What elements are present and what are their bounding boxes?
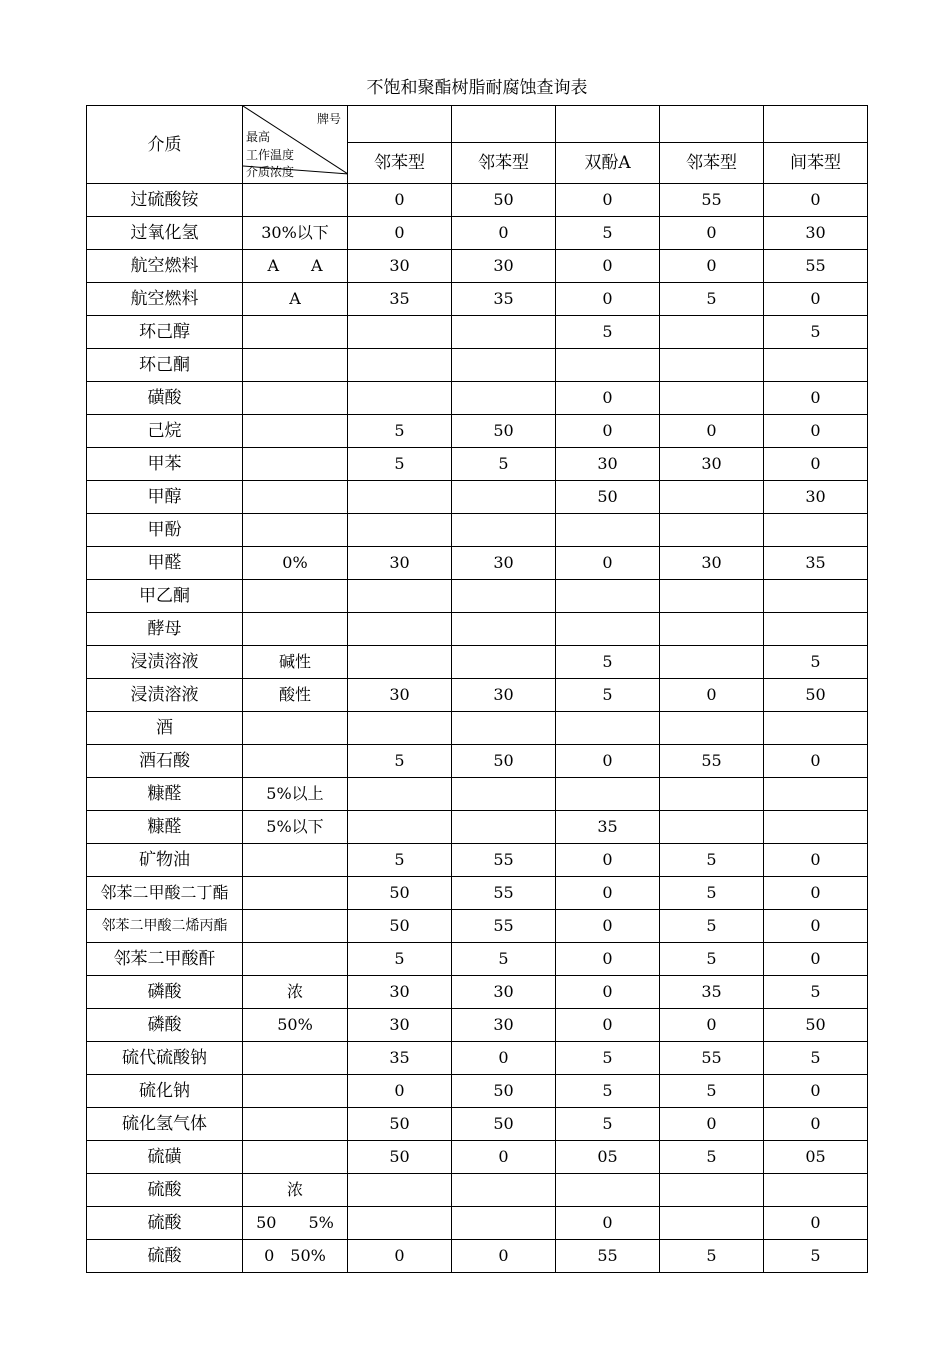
page-title: 不饱和聚酯树脂耐腐蚀查询表 (366, 78, 588, 98)
table-row (87, 877, 868, 910)
temperature-cell: 5 (660, 877, 764, 910)
temperature-cell (764, 580, 868, 613)
temperature-cell: 0 (556, 415, 660, 448)
temperature-cell (764, 514, 868, 547)
medium-cell: 航空燃料 (87, 250, 243, 283)
temperature-cell: 50 (348, 1108, 452, 1141)
temperature-cell: 0 (764, 1207, 868, 1240)
temperature-cell: 30 (348, 547, 452, 580)
table-body (87, 184, 868, 1273)
temperature-cell (764, 712, 868, 745)
medium-cell: 磷酸 (87, 1009, 243, 1042)
temperature-cell (660, 646, 764, 679)
table-row (87, 679, 868, 712)
temperature-cell (764, 349, 868, 382)
medium-cell: 浸渍溶液 (87, 646, 243, 679)
temperature-cell: 05 (556, 1141, 660, 1174)
medium-cell: 邻苯二甲酸二烯丙酯 (87, 910, 243, 943)
temperature-cell (660, 1174, 764, 1207)
temperature-cell: 5 (556, 1108, 660, 1141)
temperature-cell: 35 (764, 547, 868, 580)
medium-cell: 硫酸 (87, 1240, 243, 1273)
temperature-cell: 0 (556, 877, 660, 910)
table-row (87, 514, 868, 547)
temperature-cell: 0 (348, 1075, 452, 1108)
resin-type-4: 邻苯型 (660, 143, 764, 184)
grade-cell-1 (348, 106, 452, 143)
medium-header: 介质 (87, 106, 243, 184)
concentration-cell (243, 448, 348, 481)
temperature-cell: 0 (556, 910, 660, 943)
concentration-cell (243, 1141, 348, 1174)
temperature-cell: 0 (348, 217, 452, 250)
temperature-cell: 35 (556, 811, 660, 844)
temperature-cell: 5 (660, 283, 764, 316)
concentration-cell (243, 1075, 348, 1108)
medium-cell: 甲酚 (87, 514, 243, 547)
temperature-cell: 5 (764, 976, 868, 1009)
temperature-cell (348, 580, 452, 613)
temperature-cell (556, 712, 660, 745)
temperature-cell (348, 514, 452, 547)
concentration-label: 介质浓度 (246, 165, 295, 179)
medium-cell: 酒 (87, 712, 243, 745)
temperature-cell: 0 (660, 250, 764, 283)
temperature-cell (660, 349, 764, 382)
medium-cell: 环己酮 (87, 349, 243, 382)
temperature-cell: 55 (452, 844, 556, 877)
temperature-cell: 50 (348, 1141, 452, 1174)
temperature-cell: 5 (556, 1075, 660, 1108)
temperature-cell (452, 481, 556, 514)
concentration-cell: 碱性 (243, 646, 348, 679)
temperature-cell (660, 613, 764, 646)
temperature-cell (660, 514, 764, 547)
medium-cell: 磺酸 (87, 382, 243, 415)
concentration-cell (243, 943, 348, 976)
table-row (87, 448, 868, 481)
temperature-cell: 30 (452, 1009, 556, 1042)
temperature-cell: 5 (764, 646, 868, 679)
temperature-cell: 5 (764, 1240, 868, 1273)
table-row (87, 1240, 868, 1273)
table-row (87, 316, 868, 349)
temperature-cell: 5 (764, 1042, 868, 1075)
temperature-cell (556, 349, 660, 382)
temperature-cell (452, 712, 556, 745)
temperature-cell: 50 (452, 1108, 556, 1141)
temperature-cell (764, 1174, 868, 1207)
temperature-cell: 0 (764, 1108, 868, 1141)
table-row (87, 184, 868, 217)
temperature-cell: 50 (452, 745, 556, 778)
medium-cell: 环己醇 (87, 316, 243, 349)
concentration-cell (243, 877, 348, 910)
max-temp-label-2: 工作温度 (246, 148, 295, 162)
temperature-cell (348, 382, 452, 415)
temperature-cell (764, 778, 868, 811)
table-row (87, 481, 868, 514)
resin-type-1: 邻苯型 (348, 143, 452, 184)
temperature-cell: 5 (556, 316, 660, 349)
temperature-cell: 0 (660, 1108, 764, 1141)
concentration-cell (243, 349, 348, 382)
temperature-cell: 0 (556, 844, 660, 877)
temperature-cell (660, 481, 764, 514)
temperature-cell (660, 580, 764, 613)
concentration-cell (243, 1042, 348, 1075)
temperature-cell (452, 646, 556, 679)
temperature-cell: 30 (660, 547, 764, 580)
temperature-cell: 0 (764, 382, 868, 415)
table-row (87, 1108, 868, 1141)
temperature-cell: 0 (660, 1009, 764, 1042)
medium-cell: 硫代硫酸钠 (87, 1042, 243, 1075)
temperature-cell: 05 (764, 1141, 868, 1174)
temperature-cell: 5 (556, 646, 660, 679)
temperature-cell (452, 1207, 556, 1240)
temperature-cell: 0 (452, 1042, 556, 1075)
table-row (87, 1174, 868, 1207)
concentration-cell: 50% (243, 1009, 348, 1042)
concentration-cell (243, 745, 348, 778)
concentration-cell (243, 481, 348, 514)
grade-cell-3 (556, 106, 660, 143)
temperature-cell (556, 580, 660, 613)
concentration-cell: 浓 (243, 1174, 348, 1207)
grade-label: 牌号 (316, 112, 341, 126)
temperature-cell (452, 382, 556, 415)
temperature-cell: 0 (556, 250, 660, 283)
temperature-cell: 5 (556, 217, 660, 250)
temperature-cell: 5 (452, 448, 556, 481)
concentration-cell: 5%以上 (243, 778, 348, 811)
temperature-cell (764, 613, 868, 646)
temperature-cell: 5 (556, 679, 660, 712)
medium-cell: 硫酸 (87, 1174, 243, 1207)
concentration-cell: 30%以下 (243, 217, 348, 250)
concentration-cell (243, 712, 348, 745)
medium-cell: 磷酸 (87, 976, 243, 1009)
temperature-cell (660, 382, 764, 415)
temperature-cell (348, 349, 452, 382)
temperature-cell: 5 (348, 415, 452, 448)
concentration-cell: 0 50% (243, 1240, 348, 1273)
temperature-cell: 0 (764, 877, 868, 910)
medium-cell: 过氧化氢 (87, 217, 243, 250)
max-temp-label-1: 最高 (246, 130, 271, 144)
table-row (87, 217, 868, 250)
temperature-cell (348, 1174, 452, 1207)
temperature-cell: 0 (556, 1207, 660, 1240)
table-row (87, 778, 868, 811)
temperature-cell (348, 613, 452, 646)
concentration-cell (243, 910, 348, 943)
temperature-cell: 50 (452, 184, 556, 217)
concentration-cell: 0% (243, 547, 348, 580)
concentration-cell: 5%以下 (243, 811, 348, 844)
temperature-cell: 5 (764, 316, 868, 349)
temperature-cell: 30 (348, 679, 452, 712)
concentration-cell (243, 613, 348, 646)
temperature-cell: 0 (348, 1240, 452, 1273)
table-row (87, 712, 868, 745)
temperature-cell (452, 514, 556, 547)
temperature-cell: 50 (764, 1009, 868, 1042)
temperature-cell (556, 613, 660, 646)
temperature-cell: 55 (556, 1240, 660, 1273)
medium-cell: 过硫酸铵 (87, 184, 243, 217)
concentration-cell (243, 184, 348, 217)
temperature-cell: 0 (556, 283, 660, 316)
temperature-cell (348, 1207, 452, 1240)
temperature-cell: 0 (556, 976, 660, 1009)
concentration-cell (243, 1108, 348, 1141)
temperature-cell: 5 (452, 943, 556, 976)
concentration-cell (243, 580, 348, 613)
temperature-cell (452, 316, 556, 349)
temperature-cell: 50 (348, 877, 452, 910)
medium-cell: 己烷 (87, 415, 243, 448)
temperature-cell: 5 (660, 943, 764, 976)
temperature-cell: 5 (348, 448, 452, 481)
medium-cell: 糠醛 (87, 778, 243, 811)
temperature-cell (452, 349, 556, 382)
medium-cell: 邻苯二甲酸酐 (87, 943, 243, 976)
table-row (87, 283, 868, 316)
temperature-cell: 0 (452, 217, 556, 250)
medium-cell: 甲苯 (87, 448, 243, 481)
temperature-cell (348, 646, 452, 679)
table-row (87, 547, 868, 580)
temperature-cell: 30 (348, 250, 452, 283)
temperature-cell: 5 (660, 844, 764, 877)
table-row (87, 943, 868, 976)
temperature-cell: 35 (660, 976, 764, 1009)
temperature-cell (556, 1174, 660, 1207)
temperature-cell: 30 (348, 976, 452, 1009)
temperature-cell: 50 (348, 910, 452, 943)
resin-type-5: 间苯型 (764, 143, 868, 184)
table-row (87, 1075, 868, 1108)
temperature-cell (452, 1174, 556, 1207)
temperature-cell: 0 (764, 844, 868, 877)
table-row (87, 1042, 868, 1075)
temperature-cell (764, 811, 868, 844)
temperature-cell (660, 712, 764, 745)
temperature-cell: 50 (452, 415, 556, 448)
temperature-cell (452, 778, 556, 811)
temperature-cell: 30 (452, 679, 556, 712)
temperature-cell: 0 (556, 184, 660, 217)
medium-cell: 矿物油 (87, 844, 243, 877)
grade-cell-4 (660, 106, 764, 143)
concentration-cell (243, 415, 348, 448)
resin-type-2: 邻苯型 (452, 143, 556, 184)
medium-cell: 酵母 (87, 613, 243, 646)
temperature-cell: 0 (764, 745, 868, 778)
temperature-cell: 50 (556, 481, 660, 514)
medium-cell: 硫酸 (87, 1207, 243, 1240)
medium-cell: 浸渍溶液 (87, 679, 243, 712)
concentration-cell (243, 382, 348, 415)
temperature-cell: 0 (556, 547, 660, 580)
temperature-cell: 0 (764, 184, 868, 217)
concentration-cell: 50 5% (243, 1207, 348, 1240)
temperature-cell: 5 (660, 1240, 764, 1273)
temperature-cell: 0 (764, 1075, 868, 1108)
concentration-cell: A A (243, 250, 348, 283)
temperature-cell: 5 (660, 1075, 764, 1108)
medium-cell: 甲醇 (87, 481, 243, 514)
temperature-cell: 0 (764, 448, 868, 481)
temperature-cell: 55 (764, 250, 868, 283)
temperature-cell: 0 (452, 1240, 556, 1273)
temperature-cell: 55 (660, 184, 764, 217)
temperature-cell (452, 811, 556, 844)
temperature-cell: 30 (764, 481, 868, 514)
table-row (87, 844, 868, 877)
temperature-cell: 0 (764, 415, 868, 448)
temperature-cell (452, 580, 556, 613)
temperature-cell (660, 811, 764, 844)
temperature-cell: 0 (660, 217, 764, 250)
temperature-cell: 30 (764, 217, 868, 250)
table-row (87, 349, 868, 382)
temperature-cell: 55 (660, 745, 764, 778)
table-row (87, 1141, 868, 1174)
table-row (87, 1207, 868, 1240)
temperature-cell: 50 (452, 1075, 556, 1108)
temperature-cell (348, 481, 452, 514)
temperature-cell: 0 (764, 943, 868, 976)
grade-cell-5 (764, 106, 868, 143)
temperature-cell: 35 (348, 283, 452, 316)
temperature-cell: 30 (556, 448, 660, 481)
temperature-cell: 55 (452, 910, 556, 943)
table-row (87, 745, 868, 778)
temperature-cell (556, 514, 660, 547)
concentration-cell: 浓 (243, 976, 348, 1009)
temperature-cell: 30 (452, 250, 556, 283)
temperature-cell (348, 778, 452, 811)
table-row (87, 976, 868, 1009)
grade-cell-2 (452, 106, 556, 143)
concentration-cell: A (243, 283, 348, 316)
temperature-cell: 0 (556, 1009, 660, 1042)
temperature-cell (452, 613, 556, 646)
temperature-cell: 55 (660, 1042, 764, 1075)
temperature-cell: 0 (348, 184, 452, 217)
temperature-cell: 55 (452, 877, 556, 910)
medium-cell: 甲乙酮 (87, 580, 243, 613)
temperature-cell: 0 (764, 283, 868, 316)
temperature-cell (660, 778, 764, 811)
temperature-cell: 5 (556, 1042, 660, 1075)
table-row (87, 1009, 868, 1042)
temperature-cell: 35 (452, 283, 556, 316)
temperature-cell: 5 (348, 943, 452, 976)
table-row (87, 910, 868, 943)
table-row (87, 811, 868, 844)
medium-cell: 航空燃料 (87, 283, 243, 316)
table-row (87, 646, 868, 679)
temperature-cell: 0 (556, 382, 660, 415)
temperature-cell: 50 (764, 679, 868, 712)
temperature-cell (348, 811, 452, 844)
temperature-cell: 5 (660, 910, 764, 943)
table-row (87, 382, 868, 415)
concentration-cell: 酸性 (243, 679, 348, 712)
temperature-cell: 35 (348, 1042, 452, 1075)
temperature-cell: 0 (556, 745, 660, 778)
medium-cell: 硫化钠 (87, 1075, 243, 1108)
medium-cell: 甲醛 (87, 547, 243, 580)
table-row (87, 250, 868, 283)
medium-cell: 硫磺 (87, 1141, 243, 1174)
temperature-cell (660, 1207, 764, 1240)
temperature-cell: 0 (764, 910, 868, 943)
temperature-cell: 30 (452, 976, 556, 1009)
table-row (87, 580, 868, 613)
medium-cell: 糠醛 (87, 811, 243, 844)
concentration-cell (243, 844, 348, 877)
temperature-cell: 0 (556, 943, 660, 976)
concentration-cell (243, 514, 348, 547)
temperature-cell (556, 778, 660, 811)
temperature-cell (348, 316, 452, 349)
temperature-cell (660, 316, 764, 349)
temperature-cell: 30 (348, 1009, 452, 1042)
temperature-cell: 0 (660, 415, 764, 448)
temperature-cell: 30 (660, 448, 764, 481)
medium-cell: 邻苯二甲酸二丁酯 (87, 877, 243, 910)
table-row (87, 613, 868, 646)
medium-cell: 酒石酸 (87, 745, 243, 778)
temperature-cell: 0 (660, 679, 764, 712)
temperature-cell: 5 (660, 1141, 764, 1174)
medium-cell: 硫化氢气体 (87, 1108, 243, 1141)
temperature-cell: 5 (348, 844, 452, 877)
corrosion-table (86, 105, 868, 1273)
temperature-cell (348, 712, 452, 745)
temperature-cell: 30 (452, 547, 556, 580)
temperature-cell: 0 (452, 1141, 556, 1174)
temperature-cell: 5 (348, 745, 452, 778)
diagonal-header (243, 106, 348, 184)
table-row (87, 415, 868, 448)
concentration-cell (243, 316, 348, 349)
resin-type-3: 双酚A (556, 143, 660, 184)
